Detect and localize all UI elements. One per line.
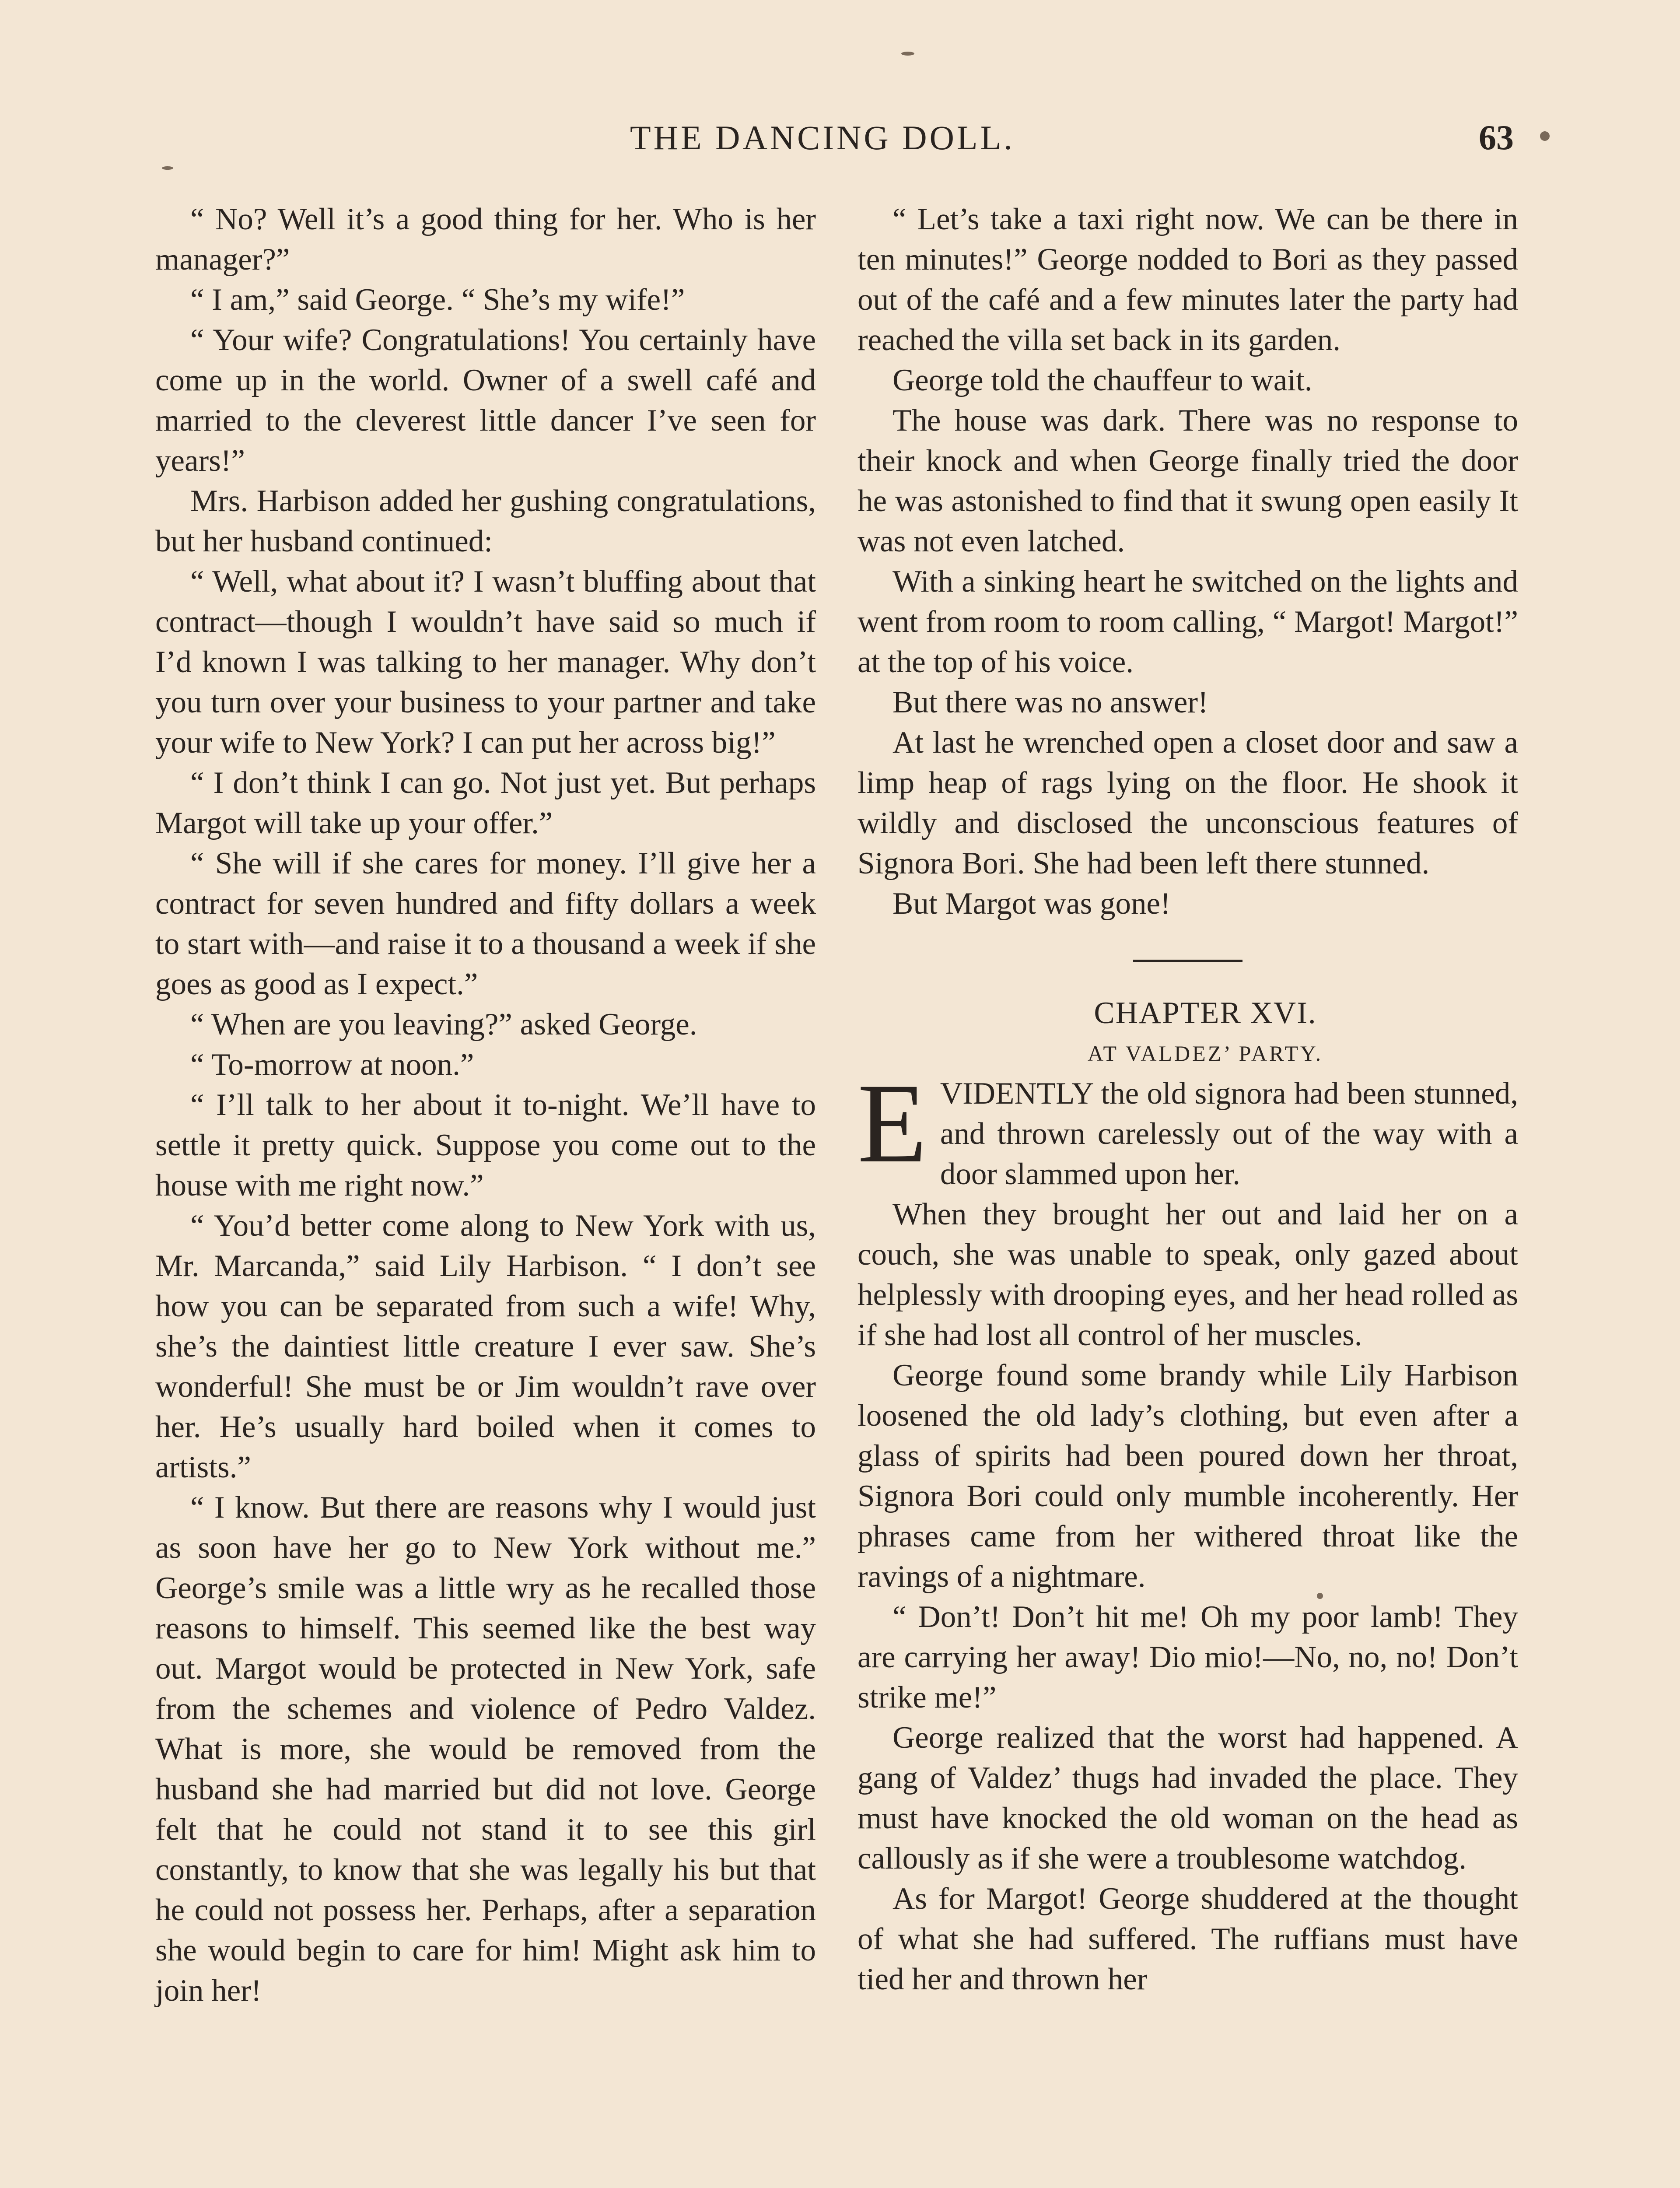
paragraph: “ Your wife? Congratulations! You certainly have come up in the world. Owner of a swell café and married to the cleverest little dancer I’ve seen for years!” bbox=[155, 323, 816, 478]
paragraph: The house was dark. There was no response to their knock and when George finally tried the door he was astonished to find that it swung open easily It was not even latched. bbox=[858, 403, 1518, 558]
paragraph: As for Margot! George shuddered at the thought of what she had suffered. The ruffians must have tied her and thrown her bbox=[858, 1882, 1518, 1996]
paragraph: At last he wrenched open a closet door and saw a limp heap of rags lying on the floor. He shook it wildly and disclosed the unconscious features of Signora Bori. She had been left there stunned. bbox=[858, 726, 1518, 880]
paragraph: George told the chauffeur to wait. bbox=[892, 363, 1312, 397]
drop-cap: E bbox=[858, 1060, 927, 1186]
paragraph: But Margot was gone! bbox=[892, 887, 1171, 921]
paragraph: “ I am,” said George. “ She’s my wife!” bbox=[190, 283, 685, 317]
paragraph: “ To-morrow at noon.” bbox=[190, 1048, 474, 1082]
paragraph: “ I don’t think I can go. Not just yet. But perhaps Margot will take up your offer.” bbox=[155, 766, 816, 840]
paragraph: “ When are you leaving?” asked George. bbox=[190, 1007, 697, 1041]
paragraph: “ Don’t! Don’t hit me! Oh my poor lamb! They are carrying her away! Dio mio!—No, no, no! Don’t strike me!” bbox=[858, 1600, 1518, 1715]
ink-speck bbox=[901, 52, 914, 56]
paragraph: “ Let’s take a taxi right now. We can be there in ten minutes!” George nodded to Bori as they passed out of the café and a few minutes later the party had reached the villa set back in its garden. bbox=[858, 202, 1518, 357]
page-number: 63 bbox=[1479, 119, 1514, 157]
left-column bbox=[155, 199, 816, 2011]
paragraph: With a sinking heart he switched on the lights and went from room to room calling, “ Margot! Margot!” at the top of his voice. bbox=[858, 565, 1518, 679]
paragraph: Mrs. Harbison added her gushing congratulations, but her husband continued: bbox=[155, 484, 816, 558]
paragraph: “ No? Well it’s a good thing for her. Who is her manager?” bbox=[155, 202, 816, 277]
section-divider bbox=[1133, 960, 1242, 962]
paragraph: George found some brandy while Lily Harbison loosened the old lady’s clothing, but even after a glass of spirits had been poured down her throat, Signora Bori could only mumble incoherently. Her phrases came from her withered throat like the ravings of a nightmare. bbox=[858, 1358, 1518, 1594]
paragraph: “ You’d better come along to New York with us, Mr. Marcanda,” said Lily Harbison. “ I don’t see how you can be separated from such a wife! Why, she’s the daintiest little creature I ever saw. She’s wonderful! She must be or Jim wouldn’t rave over her. He’s usually hard boiled when it comes to artists.” bbox=[155, 1209, 816, 1484]
paragraph: “ She will if she cares for money. I’ll give her a contract for seven hundred and fifty dollars a week to start with—and raise it to a thousand a week if she goes as good as I expect.” bbox=[155, 846, 816, 1001]
running-title: THE DANCING DOLL. bbox=[630, 119, 1015, 157]
paragraph: “ I’ll talk to her about it to-night. We’ll have to settle it pretty quick. Suppose you come out to the house with me right now.” bbox=[155, 1088, 816, 1203]
running-header bbox=[0, 118, 1680, 175]
chapter-title: CHAPTER XVI. bbox=[1094, 996, 1317, 1030]
opening-text: VIDENTLY the old signora had been stunned, and thrown carelessly out of the way with a door slammed upon her. bbox=[940, 1076, 1518, 1191]
paragraph: But there was no answer! bbox=[892, 685, 1208, 719]
paragraph: When they brought her out and laid her on a couch, she was unable to speak, only gazed about helplessly with drooping eyes, and her head rolled as if she had lost all control of her muscles. bbox=[858, 1197, 1518, 1352]
chapter-subtitle: AT VALDEZ’ PARTY. bbox=[1087, 1041, 1323, 1066]
paragraph: George realized that the worst had happened. A gang of Valdez’ thugs had invaded the place. They must have knocked the old woman on the head as callously as if she were a troublesome watchdog. bbox=[858, 1721, 1518, 1876]
paragraph: “ I know. But there are reasons why I would just as soon have her go to New York without me.” George’s smile was a little wry as he recalled those reasons to himself. This seemed like the best way out. Margot would be protected in New York, safe from the schemes and violence of Pedro Valdez. What is more, she would be removed from the husband she had married but did not love. George felt that he could not stand it to see this girl constantly, to know that she was legally his but that he could not possess her. Perhaps, after a separation she would begin to care for him! Might ask him to join her! bbox=[155, 1490, 816, 2008]
right-column bbox=[858, 199, 1518, 1999]
paragraph: “ Well, what about it? I wasn’t bluffing about that contract—though I wouldn’t have said so much if I’d known I was talking to her manager. Why don’t you turn over your business to your partner and take your wife to New York? I can put her across big!” bbox=[155, 565, 816, 760]
chapter-opening-paragraph bbox=[858, 1060, 1518, 1194]
